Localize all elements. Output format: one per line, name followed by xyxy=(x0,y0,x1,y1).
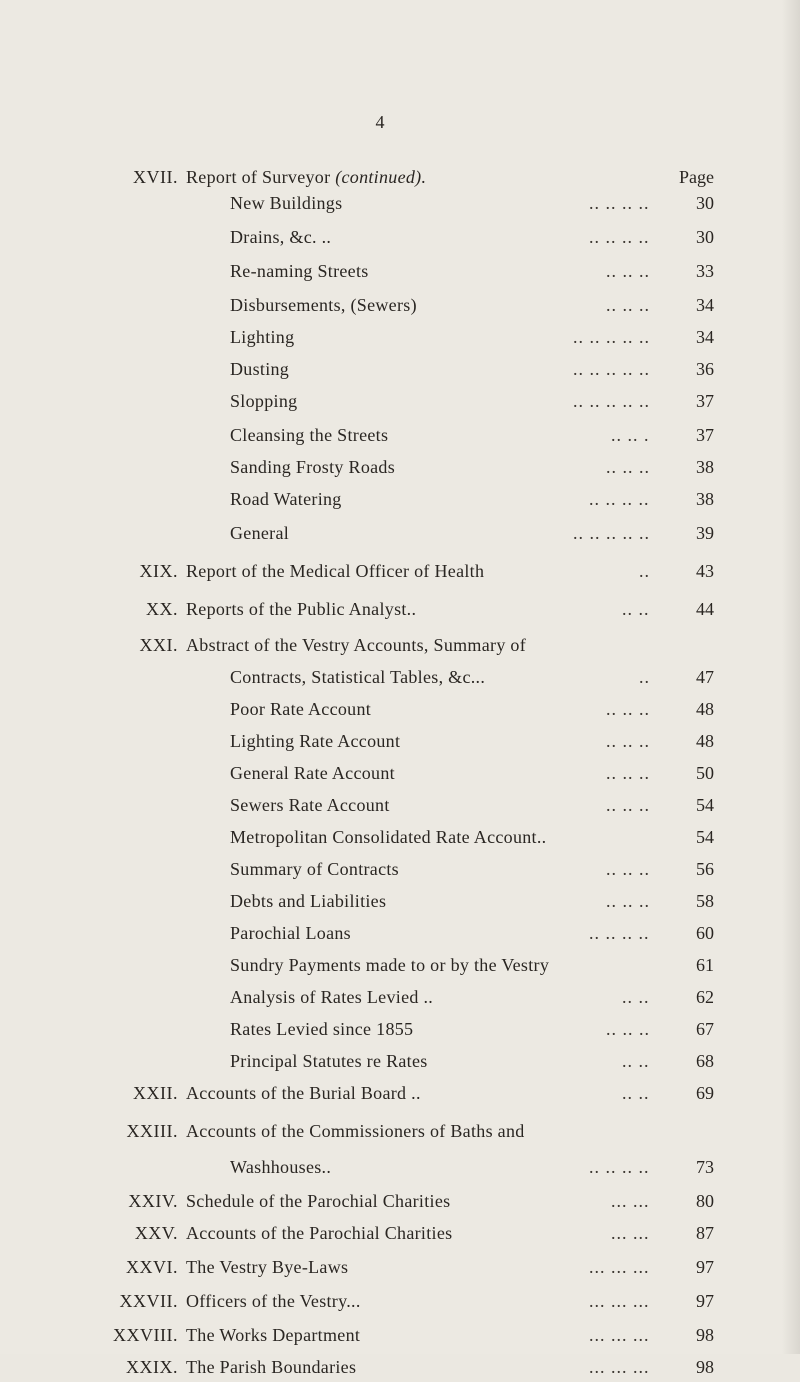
entry-page-number: 58 xyxy=(696,891,714,911)
entry-title: Sundry Payments made to or by the Vestry xyxy=(230,955,550,975)
toc-entry xyxy=(0,726,800,756)
toc-entry xyxy=(0,518,800,548)
entry-dot-leader: .. .. .. xyxy=(606,1019,650,1039)
entry-dot-leader: .. xyxy=(639,667,650,687)
entry-page-number: 73 xyxy=(696,1157,714,1177)
toc-entry xyxy=(0,386,800,416)
entry-title: Summary of Contracts xyxy=(230,859,399,879)
entry-dot-leader: ... ... ... xyxy=(589,1325,650,1345)
toc-entry xyxy=(0,854,800,884)
entry-page-number: 54 xyxy=(696,827,714,847)
entry-dot-leader: .. .. xyxy=(622,1051,650,1071)
entry-title: Cleansing the Streets xyxy=(230,425,389,445)
entry-title: Poor Rate Account xyxy=(230,699,372,719)
entry-page-number: 48 xyxy=(696,699,714,719)
toc-entry xyxy=(0,1116,800,1146)
toc-entry xyxy=(0,694,800,724)
entry-title: Schedule of the Parochial Charities xyxy=(186,1191,451,1211)
entry-page-number: 67 xyxy=(696,1019,714,1039)
toc-entry xyxy=(0,1252,800,1282)
toc-entry xyxy=(0,1046,800,1076)
entry-title: Washhouses.. xyxy=(230,1157,332,1177)
toc-entry xyxy=(0,222,800,252)
entry-dot-leader: .. .. xyxy=(622,1083,650,1103)
toc-entry xyxy=(0,290,800,320)
entry-title: Reports of the Public Analyst.. xyxy=(186,599,417,619)
toc-entry xyxy=(0,982,800,1012)
entry-dot-leader: .. .. .. xyxy=(606,795,650,815)
toc-entry xyxy=(0,1014,800,1044)
entry-title: Contracts, Statistical Tables, &c... xyxy=(230,667,486,687)
entry-dot-leader: .. .. .. xyxy=(606,891,650,911)
toc-entry xyxy=(0,758,800,788)
entry-page-number: 37 xyxy=(696,391,714,411)
entry-title: Lighting Rate Account xyxy=(230,731,401,751)
toc-entry xyxy=(0,1152,800,1182)
entry-numeral: XXIII. xyxy=(126,1121,178,1141)
entry-page-number: 36 xyxy=(696,359,714,379)
entry-title: Report of the Medical Officer of Health xyxy=(186,561,485,581)
entry-numeral: XIX. xyxy=(139,561,178,581)
entry-title: Disbursements, (Sewers) xyxy=(230,295,417,315)
entry-page-number: 34 xyxy=(696,295,714,315)
entry-title: Metropolitan Consolidated Rate Account.. xyxy=(230,827,547,847)
entry-numeral: XXIV. xyxy=(128,1191,178,1211)
entry-title: Drains, &c. .. xyxy=(230,227,332,247)
entry-numeral: XXVII. xyxy=(119,1291,178,1311)
toc-entry xyxy=(0,662,800,692)
entry-title: Parochial Loans xyxy=(230,923,351,943)
entry-page-number: 60 xyxy=(696,923,714,943)
entry-page-number: 44 xyxy=(696,599,714,619)
entry-title: Road Watering xyxy=(230,489,342,509)
entry-dot-leader: .. .. .. xyxy=(606,763,650,783)
entry-page-number: 37 xyxy=(696,425,714,445)
entry-numeral: XXIX. xyxy=(126,1357,178,1377)
entry-page-number: 38 xyxy=(696,457,714,477)
entry-dot-leader: .. .. .. .. xyxy=(589,227,650,247)
entry-dot-leader: .. xyxy=(639,561,650,581)
entry-title: The Parish Boundaries xyxy=(186,1357,357,1377)
entry-dot-leader: .. .. .. .. .. xyxy=(573,523,650,543)
section-title-text: Report of Surveyor xyxy=(186,167,331,187)
entry-title: Rates Levied since 1855 xyxy=(230,1019,414,1039)
entry-title: Accounts of the Burial Board .. xyxy=(186,1083,421,1103)
entry-page-number: 97 xyxy=(696,1257,714,1277)
entry-page-number: 30 xyxy=(696,227,714,247)
toc-entry xyxy=(0,790,800,820)
entry-numeral: XXI. xyxy=(139,635,178,655)
toc-entry xyxy=(0,354,800,384)
entry-numeral: XXII. xyxy=(133,1083,178,1103)
entry-page-number: 97 xyxy=(696,1291,714,1311)
entry-page-number: 43 xyxy=(696,561,714,581)
entry-dot-leader: .. .. .. .. xyxy=(589,193,650,213)
entry-page-number: 61 xyxy=(696,955,714,975)
toc-entry xyxy=(0,1218,800,1248)
toc-entry xyxy=(0,556,800,586)
entry-dot-leader: .. .. .. xyxy=(606,699,650,719)
entry-title: New Buildings xyxy=(230,193,343,213)
toc-entry xyxy=(0,420,800,450)
page-column-header: Page xyxy=(679,167,714,187)
section-numeral: XVII. xyxy=(133,167,178,187)
entry-title: General xyxy=(230,523,290,543)
entry-title: Re-naming Streets xyxy=(230,261,369,281)
entry-title: General Rate Account xyxy=(230,763,395,783)
entry-page-number: 62 xyxy=(696,987,714,1007)
toc-entry xyxy=(0,1352,800,1382)
toc-entry xyxy=(0,188,800,218)
entry-title: Sanding Frosty Roads xyxy=(230,457,396,477)
entry-dot-leader: .. .. .. xyxy=(606,261,650,281)
entry-dot-leader: ... ... xyxy=(611,1223,650,1243)
entry-dot-leader: .. .. .. .. .. xyxy=(573,327,650,347)
entry-title: Accounts of the Parochial Charities xyxy=(186,1223,453,1243)
entry-title: Principal Statutes re Rates xyxy=(230,1051,428,1071)
entry-numeral: XXVIII. xyxy=(113,1325,178,1345)
entry-page-number: 47 xyxy=(696,667,714,687)
section-title-note: (continued). xyxy=(335,167,427,187)
entry-page-number: 38 xyxy=(696,489,714,509)
entry-title: Abstract of the Vestry Accounts, Summary of xyxy=(186,635,527,655)
entry-dot-leader: ... ... ... xyxy=(589,1357,650,1377)
toc-entry xyxy=(0,822,800,852)
entry-page-number: 87 xyxy=(696,1223,714,1243)
entry-title: Officers of the Vestry... xyxy=(186,1291,361,1311)
entry-page-number: 39 xyxy=(696,523,714,543)
entry-page-number: 30 xyxy=(696,193,714,213)
entry-dot-leader: .. .. .. .. xyxy=(589,1157,650,1177)
entry-page-number: 48 xyxy=(696,731,714,751)
toc-entry xyxy=(0,256,800,286)
entry-title: The Vestry Bye-Laws xyxy=(186,1257,349,1277)
entry-page-number: 98 xyxy=(696,1357,714,1377)
entry-page-number: 56 xyxy=(696,859,714,879)
entry-numeral: XX. xyxy=(146,599,178,619)
toc-entry xyxy=(0,1286,800,1316)
entry-title: Dusting xyxy=(230,359,290,379)
toc-entry xyxy=(0,950,800,980)
entry-dot-leader: .. .. xyxy=(622,599,650,619)
entry-dot-leader: .. .. .. .. .. xyxy=(573,391,650,411)
entry-numeral: XXV. xyxy=(134,1223,178,1243)
entry-title: Slopping xyxy=(230,391,298,411)
entry-title: Sewers Rate Account xyxy=(230,795,390,815)
entry-page-number: 33 xyxy=(696,261,714,281)
entry-page-number: 50 xyxy=(696,763,714,783)
entry-dot-leader: ... ... xyxy=(611,1191,650,1211)
entry-dot-leader: .. .. .. xyxy=(606,295,650,315)
toc-entry xyxy=(0,452,800,482)
entry-dot-leader: .. .. .. .. xyxy=(589,923,650,943)
entry-dot-leader: ... ... ... xyxy=(589,1257,650,1277)
entry-page-number: 80 xyxy=(696,1191,714,1211)
page-number: 4 xyxy=(375,112,385,132)
entry-dot-leader: .. .. . xyxy=(611,425,650,445)
entry-page-number: 34 xyxy=(696,327,714,347)
entry-title: Analysis of Rates Levied .. xyxy=(230,987,434,1007)
entry-dot-leader: .. .. .. .. .. xyxy=(573,359,650,379)
entry-title: Accounts of the Commissioners of Baths and xyxy=(186,1121,525,1141)
entry-title: The Works Department xyxy=(186,1325,361,1345)
toc-entry xyxy=(0,594,800,624)
toc-entry xyxy=(0,630,800,660)
entry-title: Lighting xyxy=(230,327,295,347)
toc-entry xyxy=(0,1320,800,1350)
entry-dot-leader: .. .. .. xyxy=(606,457,650,477)
toc-entry xyxy=(0,886,800,916)
entry-page-number: 69 xyxy=(696,1083,714,1103)
toc-entry xyxy=(0,484,800,514)
toc-entry xyxy=(0,1186,800,1216)
toc-entry xyxy=(0,1078,800,1108)
entry-page-number: 98 xyxy=(696,1325,714,1345)
entry-dot-leader: .. .. .. .. xyxy=(589,489,650,509)
entry-numeral: XXVI. xyxy=(126,1257,178,1277)
entry-page-number: 54 xyxy=(696,795,714,815)
toc-entry xyxy=(0,322,800,352)
toc-entry xyxy=(0,918,800,948)
entry-dot-leader: .. .. xyxy=(622,987,650,1007)
entry-dot-leader: ... ... ... xyxy=(589,1291,650,1311)
entry-title: Debts and Liabilities xyxy=(230,891,387,911)
entry-dot-leader: .. .. .. xyxy=(606,859,650,879)
entry-dot-leader: .. .. .. xyxy=(606,731,650,751)
entry-page-number: 68 xyxy=(696,1051,714,1071)
